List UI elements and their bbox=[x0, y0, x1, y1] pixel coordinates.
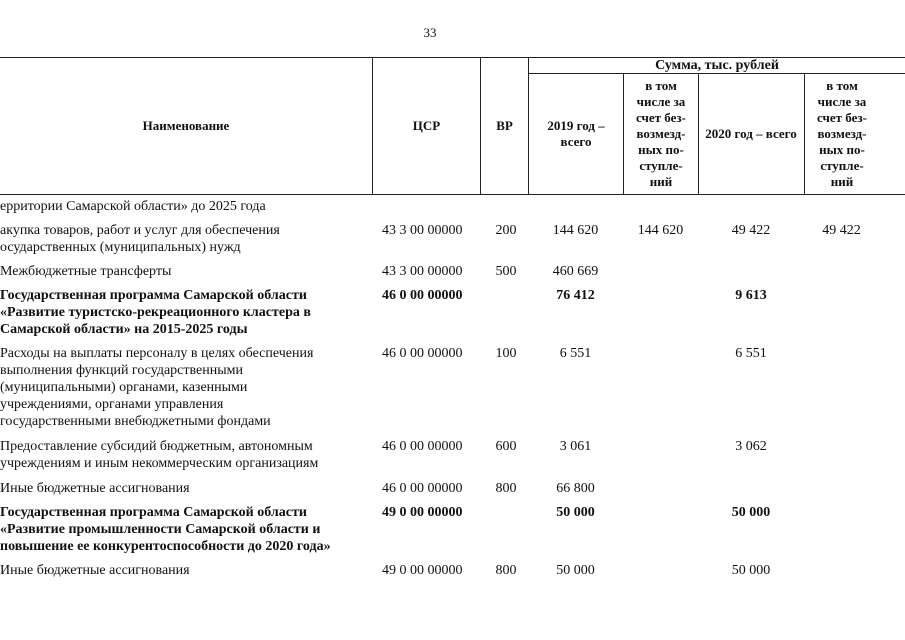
row-2019-total: 3 061 bbox=[559, 439, 592, 454]
row-name-line: государственными внебюджетными фондами bbox=[0, 414, 271, 429]
row-csr: 43 3 00 00000 bbox=[382, 223, 463, 238]
row-name-line: «Развитие промышленности Самарской области и bbox=[0, 522, 321, 537]
row-name bbox=[0, 222, 372, 256]
row-name-line: акупка товаров, работ и услуг для обеспечения bbox=[0, 223, 280, 238]
row-csr: 46 0 00 00000 bbox=[382, 439, 463, 454]
header-name: Наименование bbox=[142, 118, 230, 133]
row-name bbox=[0, 504, 372, 555]
page-number: 33 bbox=[423, 25, 437, 40]
row-name-line: повышение ее конкурентоспособности до 2020 года» bbox=[0, 539, 331, 554]
column-divider bbox=[698, 73, 699, 194]
row-name-line: учреждениям и иным некоммерческим организациям bbox=[0, 456, 319, 471]
row-name-line: Предоставление субсидий бюджетным, автономным bbox=[0, 439, 313, 454]
row-2019-free: 144 620 bbox=[637, 223, 684, 238]
row-name bbox=[0, 438, 372, 472]
row-name-line: учреждениями, органами управления bbox=[0, 397, 224, 412]
row-name bbox=[0, 287, 372, 338]
row-csr: 46 0 00 00000 bbox=[382, 346, 463, 361]
row-vr: 500 bbox=[495, 264, 517, 279]
header-2019-total: 2019 год – всего bbox=[547, 118, 605, 149]
row-vr: 100 bbox=[495, 346, 517, 361]
row-name-line: ерритории Самарской области» до 2025 года bbox=[0, 199, 266, 214]
row-name-line: Иные бюджетные ассигнования bbox=[0, 481, 190, 496]
row-csr: 49 0 00 00000 bbox=[382, 505, 463, 520]
header-sum: Сумма, тыс. рублей bbox=[655, 57, 779, 73]
row-2019-total: 66 800 bbox=[556, 481, 595, 496]
row-name-line: Иные бюджетные ассигнования bbox=[0, 563, 190, 578]
row-2019-total: 76 412 bbox=[556, 288, 595, 303]
row-vr: 600 bbox=[495, 439, 517, 454]
row-name bbox=[0, 345, 372, 430]
row-csr: 46 0 00 00000 bbox=[382, 481, 463, 496]
row-name-line: выполнения функций государственными bbox=[0, 363, 243, 378]
row-name bbox=[0, 480, 372, 497]
row-csr: 49 0 00 00000 bbox=[382, 563, 463, 578]
row-2020-total: 50 000 bbox=[731, 505, 771, 520]
row-name bbox=[0, 562, 372, 579]
column-divider bbox=[623, 73, 624, 194]
header-2019-free: в том числе за счет без-возмезд-ных по-ступле-ний bbox=[636, 78, 686, 189]
row-vr: 800 bbox=[495, 481, 517, 496]
column-divider bbox=[804, 73, 805, 194]
row-name-line: (муниципальными) органами, казенными bbox=[0, 380, 248, 395]
row-2020-total: 3 062 bbox=[735, 439, 767, 454]
row-2020-total: 6 551 bbox=[735, 346, 767, 361]
column-divider bbox=[528, 57, 529, 194]
row-name-line: Межбюджетные трансферты bbox=[0, 264, 172, 279]
row-2020-free: 49 422 bbox=[822, 223, 861, 238]
row-2020-total: 49 422 bbox=[731, 223, 771, 238]
row-2019-total: 6 551 bbox=[559, 346, 592, 361]
row-name bbox=[0, 198, 372, 215]
header-2020-total: 2020 год – всего bbox=[705, 126, 797, 141]
header-bottom-border bbox=[0, 194, 905, 195]
row-name-line: «Развитие туристско-рекреационного кластера в bbox=[0, 305, 311, 320]
row-vr: 800 bbox=[495, 563, 517, 578]
row-name-line: Расходы на выплаты персоналу в целях обеспечения bbox=[0, 346, 314, 361]
row-2019-total: 50 000 bbox=[556, 563, 595, 578]
header-2020-free: в том числе за счет без-возмезд-ных по-ступле-ний bbox=[817, 78, 867, 189]
row-2019-total: 460 669 bbox=[552, 264, 599, 279]
header-vr: ВР bbox=[496, 118, 513, 133]
row-2020-total: 9 613 bbox=[735, 288, 767, 303]
row-name-line: осударственных (муниципальных) нужд bbox=[0, 240, 241, 255]
row-name-line: Государственная программа Самарской области bbox=[0, 505, 307, 520]
row-csr: 43 3 00 00000 bbox=[382, 264, 463, 279]
row-name-line: Самарской области» на 2015-2025 годы bbox=[0, 322, 248, 337]
row-2020-total: 50 000 bbox=[731, 563, 771, 578]
row-csr: 46 0 00 00000 bbox=[382, 288, 463, 303]
row-2019-total: 50 000 bbox=[556, 505, 595, 520]
row-name-line: Государственная программа Самарской области bbox=[0, 288, 307, 303]
row-name bbox=[0, 263, 372, 280]
row-vr: 200 bbox=[495, 223, 517, 238]
row-2019-total: 144 620 bbox=[552, 223, 599, 238]
header-csr: ЦСР bbox=[412, 118, 441, 133]
